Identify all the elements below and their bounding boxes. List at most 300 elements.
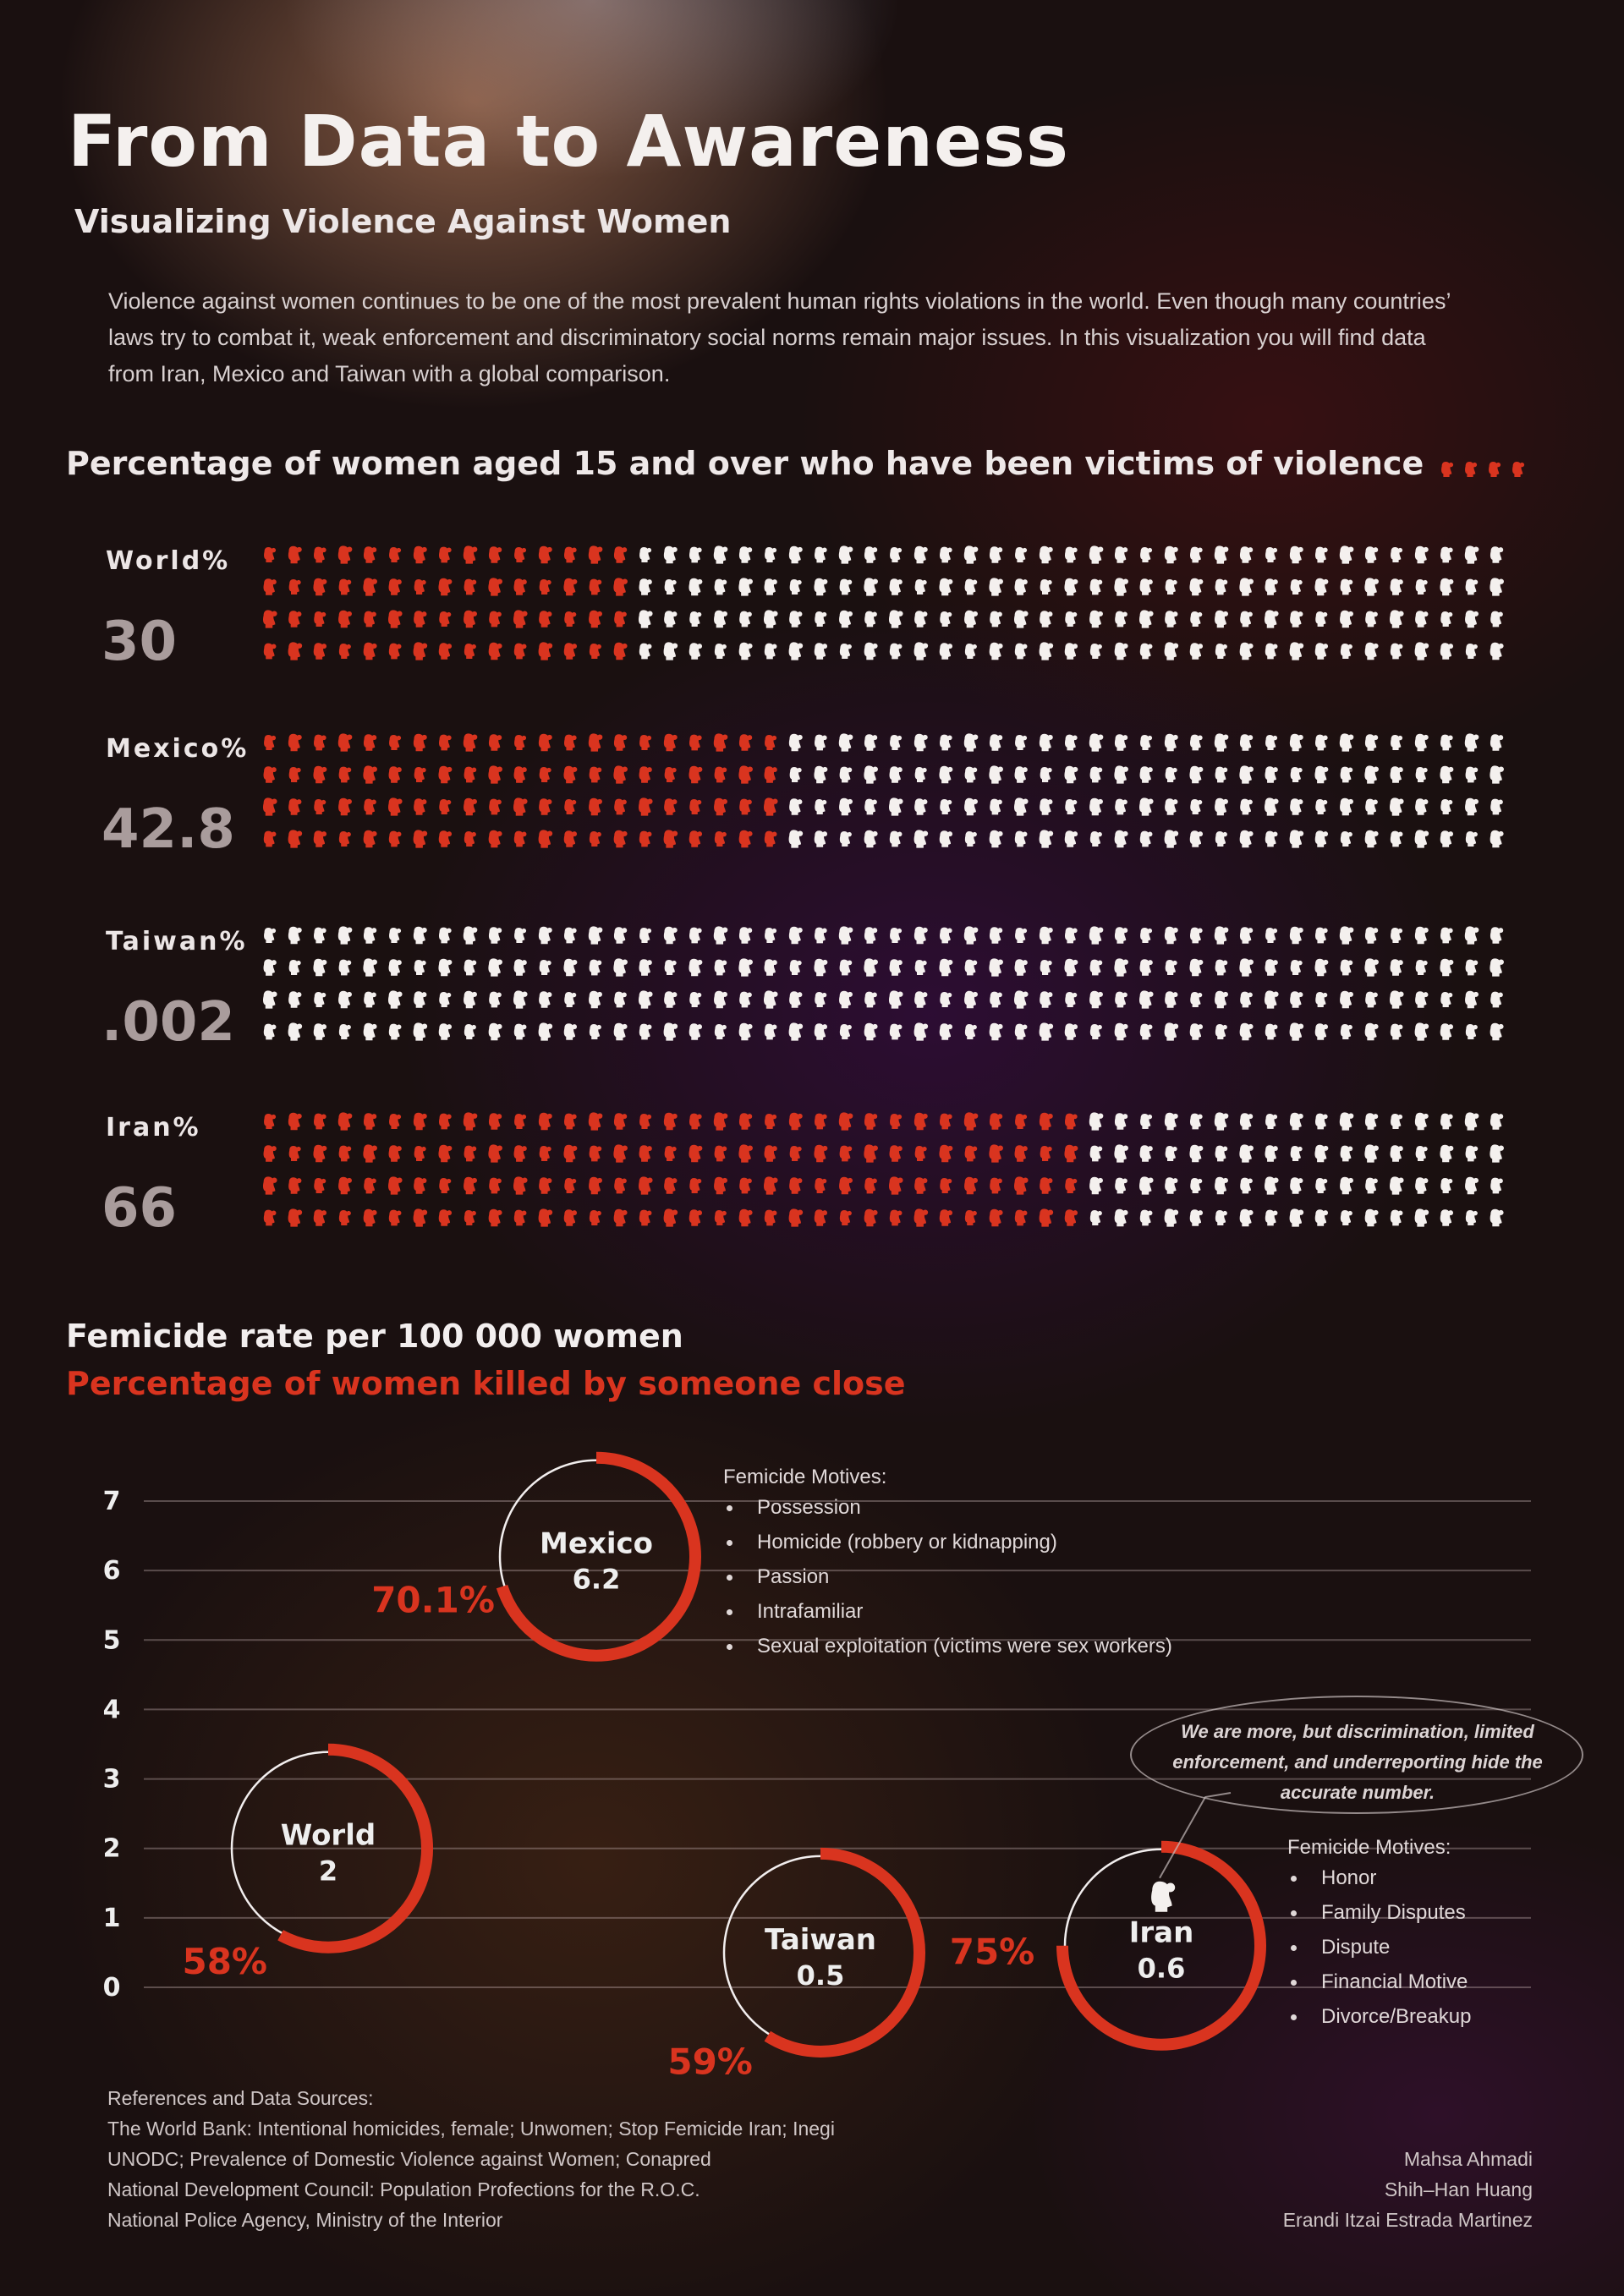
pictogram-woman-icon [890, 578, 903, 595]
pictogram-woman-icon [464, 767, 477, 783]
pictogram-woman-icon [540, 767, 551, 782]
pictogram-woman-icon [1365, 830, 1379, 847]
pictogram-woman-icon [914, 1208, 929, 1226]
pictogram-woman-icon [664, 1022, 678, 1040]
pictogram-woman-icon [914, 1113, 928, 1130]
pictogram-woman-icon [414, 1177, 426, 1194]
iran-motives-list [1287, 1836, 1471, 2040]
pictogram-woman-icon [313, 1145, 326, 1162]
pictogram-woman-icon [439, 1114, 452, 1130]
pictogram-woman-icon [1215, 1146, 1228, 1162]
pictogram-woman-icon [288, 1022, 303, 1040]
pictogram-woman-icon [338, 926, 353, 944]
pictogram-woman-icon [1365, 1113, 1378, 1130]
pictogram-woman-icon [1315, 1114, 1328, 1130]
pictogram-woman-icon [389, 1024, 402, 1040]
motive-item: Intrafamiliar [723, 1600, 1172, 1635]
pictogram-woman-icon [890, 644, 903, 660]
bubble-country-label: Mexico [540, 1526, 653, 1561]
pictogram-woman-icon [738, 958, 753, 976]
pictogram-woman-icon [1065, 992, 1077, 1007]
pictogram-woman-icon [1390, 797, 1404, 815]
pictogram-woman-icon [940, 547, 952, 563]
pictogram-woman-icon [914, 1177, 927, 1194]
pictogram-woman-icon [1466, 767, 1479, 783]
pictogram-woman-icon [639, 990, 653, 1008]
pictogram-woman-icon [1490, 1178, 1503, 1194]
pictogram-woman-icon [940, 830, 952, 847]
pictogram-woman-icon [1239, 1144, 1254, 1162]
pictogram-woman-icon [765, 766, 777, 783]
pictogram-woman-icon [590, 579, 602, 595]
pictogram-woman-icon [1040, 830, 1054, 847]
pictogram-woman-icon [1490, 1023, 1504, 1040]
pictogram-woman-icon [1140, 578, 1153, 595]
pictogram-woman-icon [840, 1210, 852, 1225]
pictogram-woman-icon [614, 1113, 627, 1130]
pictogram-woman-icon [1040, 767, 1052, 782]
pictogram-woman-icon [915, 579, 927, 595]
reference-line: UNODC; Prevalence of Domestic Violence against Women; Conapred [107, 2148, 711, 2170]
pictogram-woman-icon [789, 1113, 803, 1130]
pictogram-woman-icon [1139, 797, 1154, 815]
pictogram-woman-icon [839, 545, 853, 563]
pictogram-woman-icon [689, 766, 702, 783]
pictogram-woman-icon [1315, 735, 1328, 751]
pictogram-grid [254, 543, 1531, 670]
pictogram-woman-icon [864, 992, 877, 1008]
pictogram-woman-icon [939, 959, 952, 976]
pictogram-woman-icon [715, 1146, 727, 1162]
pictogram-woman-icon [864, 1178, 877, 1194]
pictogram-woman-icon [264, 831, 277, 847]
pictogram-woman-icon [1165, 830, 1179, 847]
pictogram-woman-icon [864, 830, 878, 847]
pictogram-woman-icon [765, 959, 777, 976]
pictogram-woman-icon [288, 830, 303, 847]
pictogram-woman-icon [1065, 643, 1078, 660]
pictogram-woman-icon [614, 546, 627, 563]
pictogram-woman-icon [765, 1210, 777, 1226]
pictogram-woman-icon [890, 547, 902, 562]
pictogram-woman-icon [664, 1177, 677, 1194]
pictogram-woman-icon [1089, 1112, 1104, 1130]
pictogram-woman-icon [1140, 1145, 1153, 1162]
pictogram-woman-icon [964, 991, 978, 1008]
pictogram-woman-icon [1090, 1210, 1102, 1225]
pictogram-woman-icon [665, 1146, 677, 1161]
pictogram-woman-icon [564, 547, 577, 563]
pictogram-woman-icon [1215, 1024, 1227, 1039]
pictogram-woman-icon [388, 797, 403, 815]
pictogram-woman-icon [1440, 959, 1453, 976]
pictogram-woman-icon [514, 766, 527, 783]
pictogram-woman-icon [1089, 545, 1104, 563]
pictogram-woman-icon [1115, 643, 1128, 660]
bubble-percentage-label: 75% [949, 1931, 1035, 1973]
pictogram-woman-icon [364, 734, 376, 751]
pictogram-woman-icon [1391, 1145, 1403, 1162]
pictogram-woman-icon [1365, 799, 1378, 815]
pictogram-woman-icon [314, 1209, 326, 1226]
pictogram-woman-icon [639, 1145, 652, 1162]
pictogram-woman-icon [1365, 1178, 1378, 1194]
pictogram-woman-icon [464, 644, 476, 659]
pictogram-woman-icon [689, 578, 702, 595]
pictogram-woman-icon [389, 1114, 401, 1129]
pictogram-woman-icon [589, 991, 602, 1008]
pictogram-woman-icon [488, 958, 502, 976]
pictogram-woman-icon [339, 644, 351, 659]
pictogram-woman-icon [639, 831, 652, 847]
pictogram-woman-icon [1215, 611, 1228, 627]
pictogram-woman-icon [1465, 545, 1479, 563]
pictogram-woman-icon [1240, 830, 1254, 847]
pictogram-woman-icon [990, 799, 1002, 815]
pictogram-woman-icon [339, 579, 352, 595]
pictogram-woman-icon [689, 830, 702, 847]
pictogram-woman-icon [514, 831, 527, 847]
pictogram-woman-icon [1065, 547, 1078, 563]
pictogram-woman-icon [1364, 578, 1379, 595]
pictogram-woman-icon [439, 1209, 452, 1226]
pictogram-woman-icon [964, 733, 979, 751]
pictogram-woman-icon [1465, 991, 1479, 1008]
pictogram-woman-icon [890, 928, 902, 943]
pictogram-woman-icon [464, 926, 478, 944]
pictogram-woman-icon [1315, 643, 1328, 660]
pictogram-woman-icon [289, 767, 301, 782]
pictogram-woman-icon [314, 830, 326, 847]
pictogram-woman-icon [590, 831, 601, 847]
pictogram-woman-icon [940, 1178, 952, 1193]
pictogram-woman-icon [414, 960, 426, 975]
pictogram-woman-icon [665, 767, 677, 782]
pictogram-woman-icon [464, 960, 477, 976]
pictogram-woman-icon [714, 798, 727, 815]
bubble-mexico [371, 1458, 695, 1656]
pictogram-woman-icon [1114, 958, 1128, 976]
pictogram-woman-icon [1490, 765, 1504, 783]
pictogram-woman-icon [1265, 766, 1278, 783]
pictogram-woman-icon [414, 546, 427, 563]
pictogram-woman-icon [839, 733, 853, 751]
pictogram-woman-icon [639, 928, 651, 943]
pictogram-woman-icon [1415, 611, 1428, 627]
pictogram-woman-icon [1341, 831, 1352, 847]
pictogram-woman-icon [1166, 767, 1177, 782]
pictogram-woman-icon [338, 611, 352, 627]
pictogram-woman-icon [1065, 1209, 1078, 1226]
pictogram-woman-icon [264, 547, 276, 562]
pictogram-woman-icon [614, 734, 627, 751]
pictogram-woman-icon [339, 1024, 351, 1039]
pictogram-woman-icon [1315, 992, 1327, 1007]
pictogram-woman-icon [1415, 734, 1429, 751]
pictogram-woman-icon [590, 1146, 602, 1162]
pictogram-woman-icon [1341, 1210, 1352, 1225]
pictogram-woman-icon [539, 991, 551, 1008]
pictogram-woman-icon [914, 642, 929, 660]
pictogram-woman-icon [789, 927, 803, 944]
pictogram-woman-icon [590, 644, 601, 659]
pictogram-woman-icon [1190, 643, 1203, 660]
pictogram-woman-icon [1291, 1146, 1303, 1161]
pictogram-woman-icon [1215, 1112, 1229, 1130]
pictogram-woman-icon [264, 766, 277, 783]
pictogram-woman-icon [489, 546, 502, 563]
pictogram-woman-icon [815, 643, 827, 660]
pictogram-woman-icon [264, 1210, 277, 1226]
pictogram-woman-icon [689, 1023, 702, 1040]
pictogram-woman-icon [514, 1210, 527, 1226]
pictogram-woman-icon [815, 799, 826, 814]
pictogram-woman-icon [1440, 1178, 1452, 1193]
pictogram-woman-icon [1340, 1177, 1353, 1194]
pictogram-woman-icon [738, 578, 753, 595]
pictogram-woman-icon [739, 799, 752, 815]
pictogram-woman-icon [1391, 644, 1403, 660]
pictogram-woman-icon [1014, 610, 1029, 627]
pictogram-woman-icon [1215, 579, 1228, 595]
intro-paragraph: Violence against women continues to be one of the most prevalent human rights violations in the world. Even though many countries’ laws try to combat it, weak enforcement and discriminatory social norms remain major issues. In this visualization you will find data from Iran, Mexico and Taiwan with a global comparison. [108, 288, 1451, 386]
pictogram-woman-icon [464, 611, 477, 627]
pictogram-woman-icon [439, 1023, 452, 1040]
pictogram-woman-icon [288, 642, 303, 660]
pictogram-woman-icon [1115, 799, 1127, 815]
pictogram-woman-icon [1340, 926, 1354, 944]
pictogram-woman-icon [1415, 1113, 1429, 1130]
pictogram-woman-icon [289, 1146, 301, 1161]
pictogram-woman-icon [1315, 547, 1328, 563]
motive-item: Homicide (robbery or kidnapping) [723, 1531, 1172, 1565]
pictogram-woman-icon [1165, 927, 1178, 944]
pictogram-woman-icon [1390, 610, 1404, 627]
pictogram-woman-icon [1391, 578, 1403, 595]
pictogram-woman-icon [314, 735, 326, 751]
pictogram-woman-icon [1140, 547, 1152, 562]
pictogram-woman-icon [664, 611, 677, 627]
pictogram-woman-icon [388, 610, 403, 627]
pictogram-woman-icon [1115, 830, 1128, 847]
pictogram-woman-icon [364, 1178, 376, 1194]
pictogram-woman-icon [314, 547, 326, 563]
pictogram-woman-icon [1065, 611, 1077, 627]
pictogram-woman-icon [263, 797, 277, 815]
pictogram-woman-icon [815, 992, 826, 1007]
pictogram-woman-icon [989, 578, 1003, 595]
pictogram-country-value: 42.8 [102, 798, 235, 861]
pictogram-woman-icon [1239, 765, 1254, 783]
pictogram-woman-icon [1440, 1023, 1453, 1040]
pictogram-woman-icon [715, 767, 727, 783]
bubble-iran [950, 1793, 1260, 2045]
pictogram-woman-icon [564, 643, 577, 660]
pictogram-woman-icon [539, 642, 553, 660]
pictogram-woman-icon [1490, 1144, 1504, 1162]
pictogram-woman-icon [914, 1022, 929, 1040]
pictogram-woman-icon [464, 1112, 478, 1130]
pictogram-woman-icon [1315, 1023, 1328, 1040]
pictogram-woman-icon [1165, 734, 1178, 751]
pictogram-woman-icon [765, 735, 776, 750]
pictogram-woman-icon [765, 547, 776, 562]
pictogram-woman-icon [1165, 1022, 1179, 1040]
pictogram-woman-icon [789, 798, 802, 815]
pictogram-woman-icon [815, 1023, 827, 1040]
pictogram-woman-icon [563, 959, 577, 976]
pictogram-woman-icon [313, 959, 326, 976]
motive-item: Family Disputes [1287, 1901, 1471, 1936]
pictogram-woman-icon [665, 579, 677, 595]
pictogram-woman-icon [689, 735, 702, 751]
pictogram-woman-icon [1466, 1024, 1478, 1039]
pictogram-woman-icon [965, 1024, 977, 1039]
pictogram-woman-icon [864, 765, 878, 783]
pictogram-woman-icon [1440, 928, 1453, 944]
pictogram-woman-icon [1490, 643, 1504, 660]
bubble-rate-label: 0.6 [1137, 1952, 1186, 1985]
pictogram-woman-icon [1440, 611, 1452, 627]
pictogram-woman-icon [540, 960, 551, 975]
y-tick-label: 1 [102, 1903, 121, 1933]
pictogram-woman-icon [1290, 611, 1303, 627]
pictogram-woman-icon [288, 1208, 303, 1226]
pictogram-woman-icon [464, 1210, 476, 1225]
pictogram-country-label: World% [106, 546, 231, 576]
pictogram-woman-icon [864, 1113, 877, 1130]
pictogram-woman-icon [789, 642, 804, 660]
pictogram-woman-icon [514, 578, 527, 595]
pictogram-woman-icon [790, 1146, 802, 1161]
pictogram-woman-icon [590, 960, 602, 976]
pictogram-woman-icon [389, 766, 402, 783]
pictogram-woman-icon [715, 831, 727, 847]
pictogram-woman-icon [1240, 546, 1253, 563]
pictogram-woman-icon [915, 767, 927, 782]
pictogram-woman-icon [890, 735, 902, 750]
pictogram-woman-icon [990, 734, 1002, 751]
pictogram-woman-icon [1315, 928, 1328, 944]
y-tick-label: 6 [102, 1556, 121, 1586]
pictogram-woman-icon [1490, 611, 1503, 627]
pictogram-woman-icon [1440, 1114, 1453, 1130]
pictogram-woman-icon [264, 959, 277, 976]
pictogram-woman-icon [1189, 766, 1203, 783]
pictogram-woman-icon [739, 734, 752, 751]
pictogram-woman-icon [364, 546, 376, 563]
pictogram-woman-icon [864, 546, 877, 563]
pictogram-country-label: Taiwan% [106, 927, 248, 956]
pictogram-woman-icon [613, 1144, 628, 1162]
pictogram-woman-icon [1090, 1146, 1103, 1162]
pictogram-woman-icon [1090, 831, 1102, 847]
pictogram-woman-icon [990, 927, 1002, 944]
pictogram-woman-icon [1490, 799, 1503, 815]
pictogram-woman-icon [1365, 734, 1378, 751]
pictogram-woman-icon [964, 1177, 978, 1194]
pictogram-woman-icon [765, 1024, 777, 1040]
pictogram-woman-icon [739, 546, 752, 563]
pictogram-woman-icon [1341, 579, 1353, 595]
pictogram-woman-icon [1015, 735, 1027, 750]
pictogram-woman-icon [840, 960, 853, 976]
pictogram-woman-icon [1490, 734, 1503, 751]
pictogram-woman-icon [914, 734, 928, 751]
pictogram-woman-icon [513, 797, 528, 815]
pictogram-woman-icon [464, 798, 477, 815]
pictogram-woman-icon [664, 642, 678, 660]
pictogram-woman-icon [1165, 1177, 1177, 1194]
pictogram-woman-icon [1340, 991, 1353, 1008]
pictogram-woman-icon [815, 1178, 826, 1193]
legend-woman-icon [1489, 462, 1501, 477]
pictogram-woman-icon [563, 766, 577, 783]
pictogram-woman-icon [414, 991, 426, 1008]
pictogram-woman-icon [464, 733, 478, 751]
pictogram-woman-icon [939, 578, 952, 595]
pictogram-woman-icon [464, 1024, 476, 1039]
pictogram-woman-icon [1115, 1023, 1128, 1040]
pictogram-woman-icon [339, 831, 351, 847]
pictogram-woman-icon [1140, 1024, 1153, 1040]
pictogram-woman-icon [414, 642, 428, 660]
pictogram-woman-icon [313, 578, 326, 595]
bubble-percentage-label: 58% [182, 1940, 268, 1982]
pictogram-woman-icon [514, 959, 527, 976]
pictogram-woman-icon [1089, 611, 1103, 627]
pictogram-woman-icon [1340, 611, 1353, 627]
pictogram-woman-icon [389, 578, 402, 595]
pictogram-woman-icon [314, 1114, 326, 1130]
pictogram-woman-icon [439, 830, 452, 847]
pictogram-woman-icon [314, 1023, 326, 1040]
pictogram-woman-icon [564, 611, 576, 627]
pictogram-woman-icon [639, 1024, 652, 1040]
pictogram-woman-icon [314, 611, 326, 627]
pictogram-woman-icon [1165, 642, 1179, 660]
pictogram-woman-icon [739, 927, 752, 944]
pictogram-woman-icon [514, 928, 526, 943]
pictogram-woman-icon [514, 547, 526, 562]
pictogram-woman-icon [1090, 1024, 1102, 1039]
pictogram-woman-icon [1015, 547, 1027, 562]
pictogram-grid [254, 1110, 1531, 1236]
pictogram-woman-icon [1415, 1177, 1428, 1194]
pictogram-woman-icon [1265, 797, 1279, 815]
pictogram-woman-icon [289, 579, 301, 595]
pictogram-woman-icon [1189, 1145, 1203, 1162]
pictogram-woman-icon [815, 928, 827, 944]
pictogram-woman-icon [1440, 1145, 1453, 1162]
pictogram-woman-icon [264, 578, 277, 595]
pictogram-woman-icon [939, 1145, 952, 1162]
pictogram-woman-icon [564, 1023, 577, 1040]
pictogram-woman-icon [815, 611, 826, 627]
pictogram-woman-icon [1466, 644, 1478, 659]
pictogram-woman-icon [614, 830, 628, 847]
pictogram-woman-icon [1240, 1023, 1254, 1040]
pictogram-woman-icon [815, 830, 827, 847]
pictogram-woman-icon [389, 831, 402, 847]
pictogram-woman-icon [414, 1022, 428, 1040]
pictogram-woman-icon [739, 1113, 752, 1130]
pictogram-woman-icon [1391, 547, 1402, 562]
pictogram-woman-icon [840, 1146, 853, 1162]
pictogram-woman-icon [1265, 1210, 1278, 1226]
pictogram-woman-icon [439, 928, 452, 944]
pictogram-woman-icon [1015, 1145, 1028, 1162]
